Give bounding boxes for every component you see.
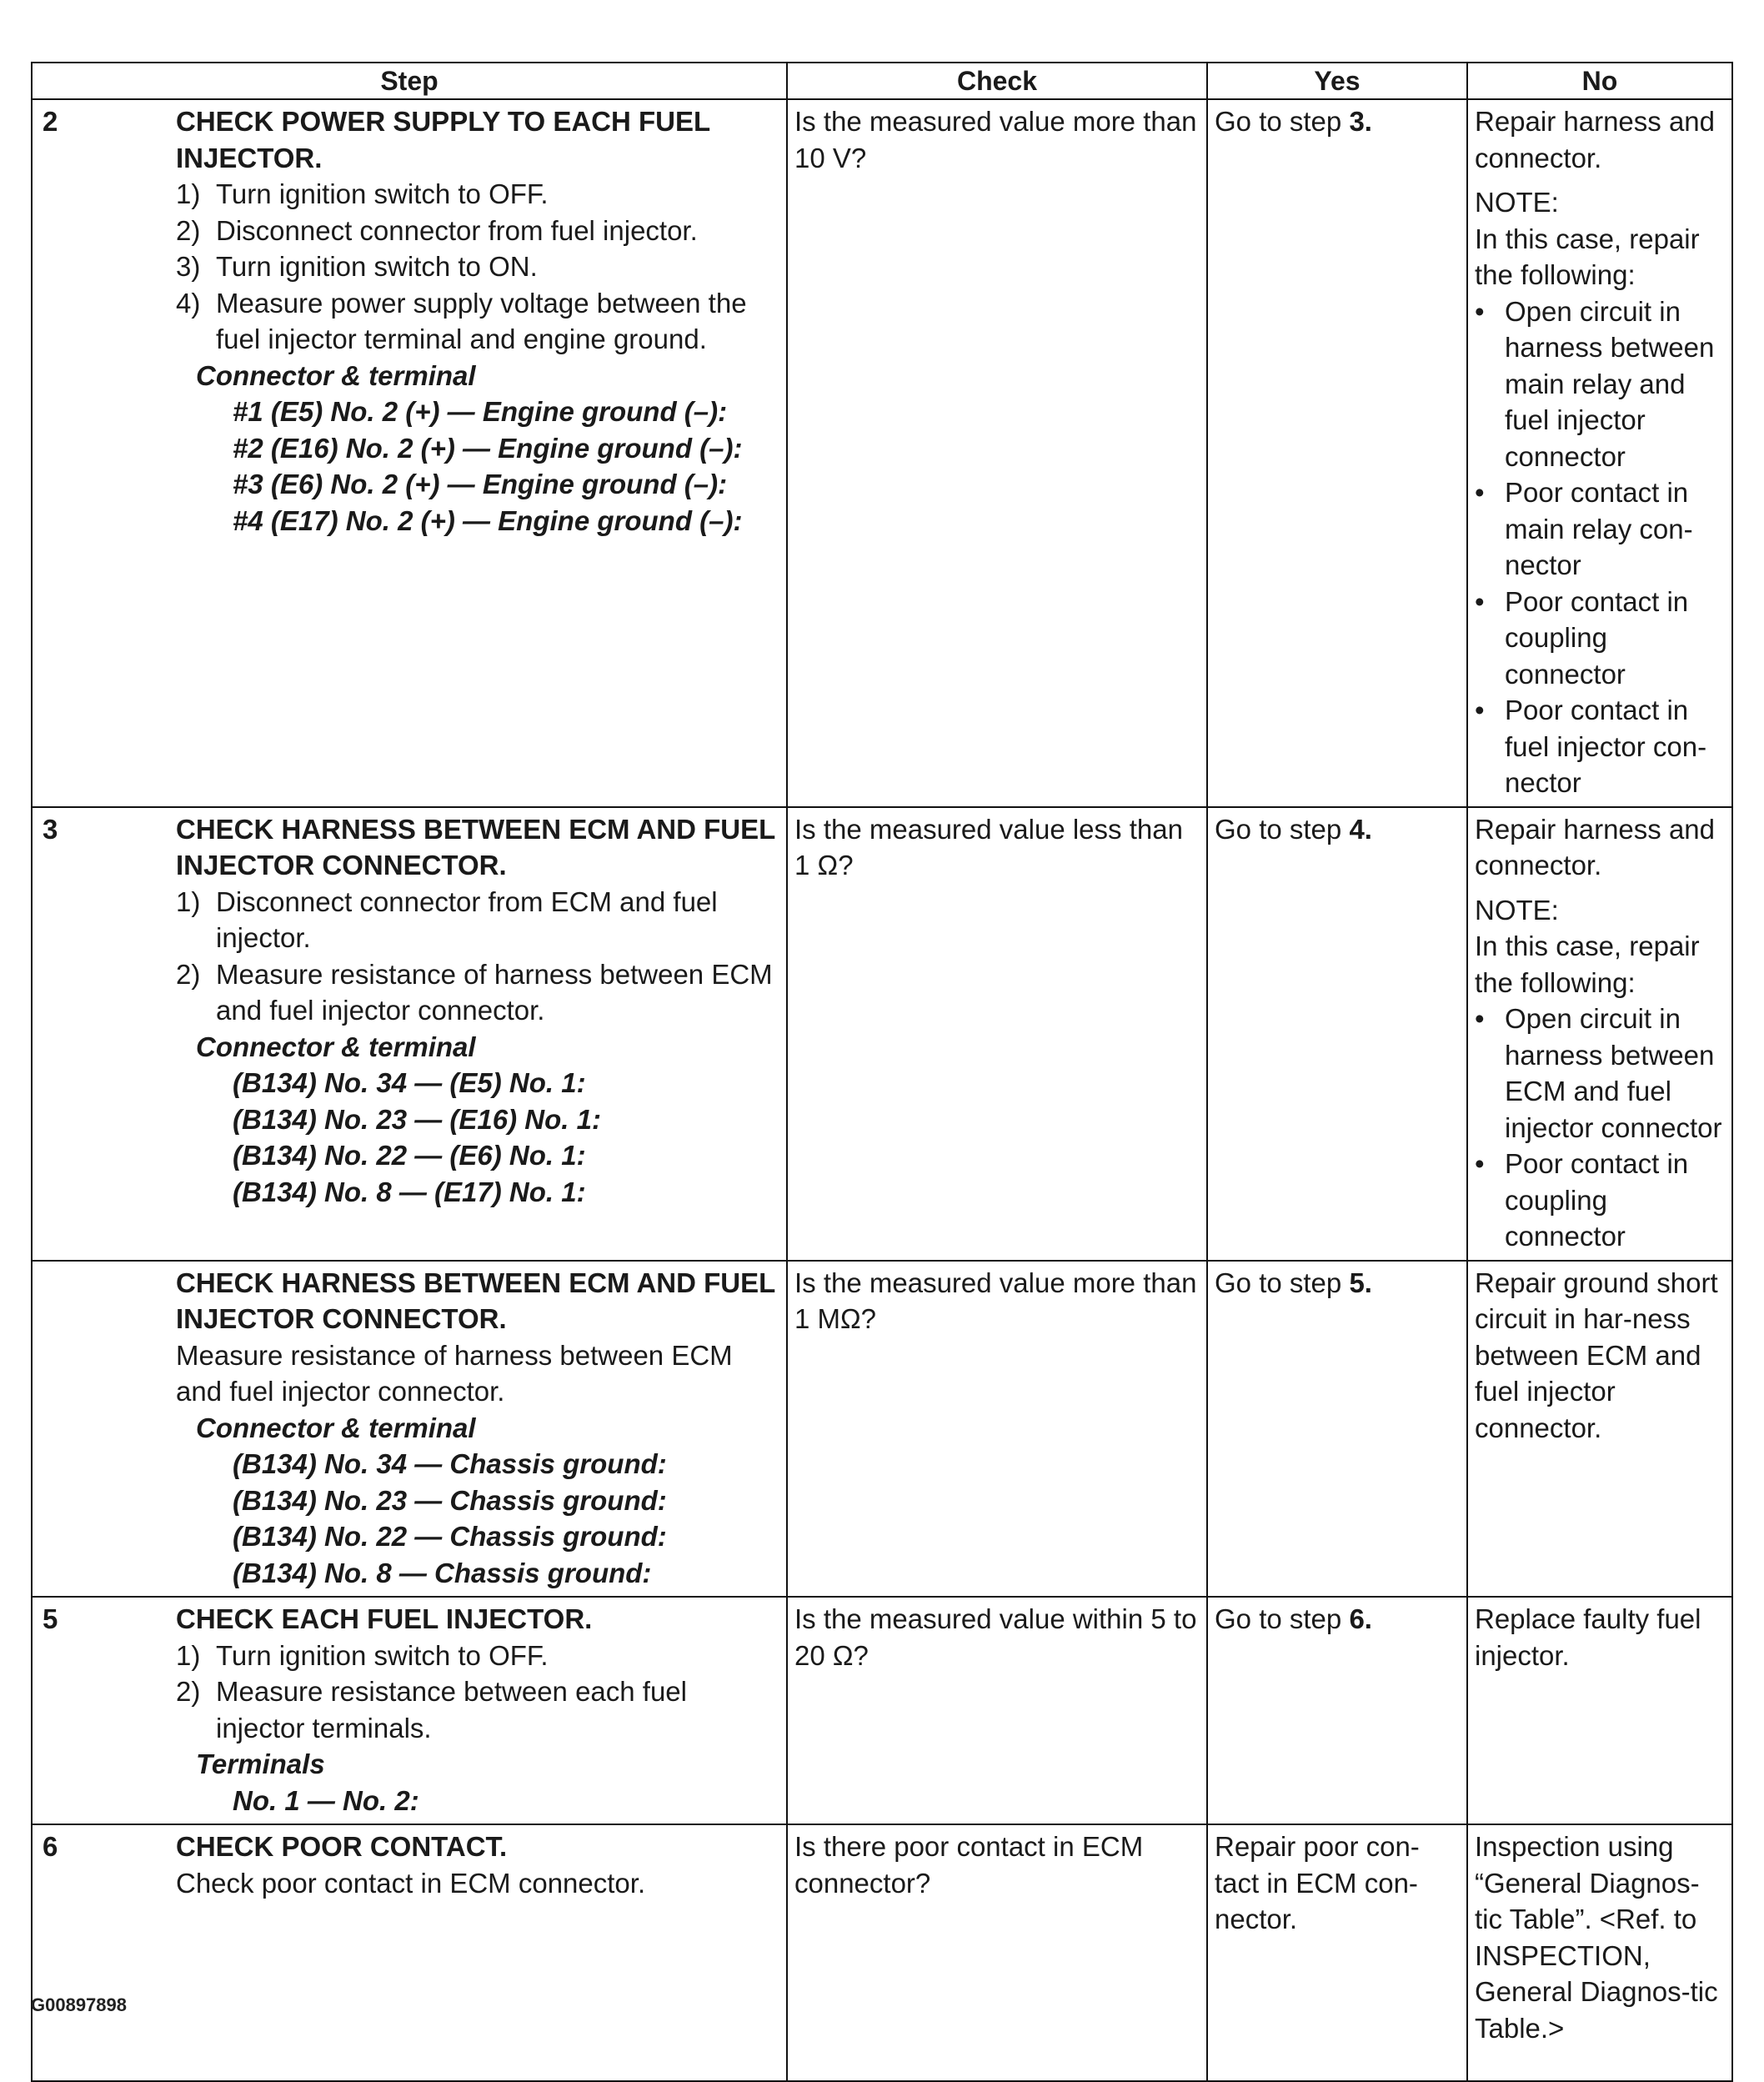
column-header-yes: Yes (1207, 63, 1467, 99)
step-content (39, 103, 779, 539)
step-title: CHECK POWER SUPPLY TO EACH FUEL INJECTOR. (176, 106, 710, 173)
yes-prefix: Go to step (1215, 1603, 1350, 1634)
no-cell (1467, 807, 1732, 1261)
no-cell (1467, 1597, 1732, 1824)
procedure-item-number: 4) (176, 287, 201, 319)
connector-terminal-line: #4 (E17) No. 2 (+) — Engine ground (–): (233, 504, 743, 536)
procedure-item-number: 1) (176, 1639, 201, 1671)
no-bullet-text: Poor contact in coupling connector (1505, 1148, 1689, 1252)
connector-terminal-line: #2 (E16) No. 2 (+) — Engine ground (–): (233, 432, 743, 464)
no-bullet-text: Open circuit in harness between ECM and fuel injector connector (1505, 1003, 1722, 1143)
table-row (32, 99, 1732, 807)
yes-step-ref: 4. (1349, 813, 1372, 845)
column-header-step: Step (32, 63, 787, 99)
yes-cell (1207, 1261, 1467, 1598)
no-bullet-item (1475, 692, 1725, 801)
procedure-item-number: 2) (176, 958, 201, 990)
procedure-item (176, 285, 779, 358)
check-cell: Is the measured value less than 1 Ω? (787, 807, 1207, 1261)
yes-cell (1207, 1597, 1467, 1824)
connector-terminal-line: (B134) No. 34 — (E5) No. 1: (233, 1067, 586, 1098)
procedure-item-text: Turn ignition switch to OFF. (216, 178, 549, 209)
step-number: 5 (43, 1603, 58, 1634)
procedure-text: Measure resistance of harness between ECM and fuel injector connector. (176, 1339, 733, 1407)
yes-step-ref: 6. (1349, 1603, 1372, 1634)
bullet-icon: • (1475, 1148, 1485, 1179)
step-title: CHECK HARNESS BETWEEN ECM AND FUEL INJECTOR CONNECTOR. (176, 813, 775, 880)
no-note-text: In this case, repair the following: (1475, 223, 1700, 290)
connector-terminal-label: Connector & terminal (196, 1412, 476, 1443)
procedure-item (176, 1638, 779, 1674)
table-body (32, 99, 1732, 2081)
no-cell (1467, 99, 1732, 807)
no-text: Inspection using “General Diagnos-tic Table”. <Ref. to INSPECTION, General Diagnos-tic Table.> (1475, 1831, 1718, 2044)
step-title: CHECK POOR CONTACT. (176, 1831, 508, 1862)
check-cell: Is the measured value within 5 to 20 Ω? (787, 1597, 1207, 1824)
no-text: Repair harness and connector. (1475, 106, 1716, 173)
bullet-icon: • (1475, 585, 1485, 617)
yes-prefix: Go to step (1215, 1267, 1350, 1298)
no-bullet-item (1475, 1146, 1725, 1255)
table-row (32, 1261, 1732, 1598)
yes-prefix: Go to step (1215, 106, 1350, 137)
yes-step-ref: 3. (1349, 106, 1372, 137)
no-text: Repair ground short circuit in har-ness between ECM and fuel injector connector. (1475, 1267, 1718, 1443)
connector-terminal-line: (B134) No. 8 — Chassis ground: (233, 1557, 652, 1588)
procedure-item (176, 176, 779, 213)
diagnostic-procedure-sheet (31, 62, 1731, 2082)
step-body (176, 811, 779, 1211)
step-number: 3 (43, 813, 58, 845)
step-content (39, 1265, 779, 1592)
procedure-item-text: Disconnect connector from ECM and fuel injector. (216, 885, 718, 953)
connector-terminal-line: (B134) No. 34 — Chassis ground: (233, 1448, 667, 1479)
no-bullet-item (1475, 584, 1725, 693)
yes-step-ref: 5. (1349, 1267, 1372, 1298)
procedure-item-text: Measure resistance between each fuel injector terminals. (216, 1676, 687, 1743)
no-bullet-item (1475, 1001, 1725, 1146)
step-content (39, 1829, 779, 1901)
bullet-icon: • (1475, 1003, 1485, 1034)
no-text: Replace faulty fuel injector. (1475, 1603, 1701, 1671)
check-cell: Is there poor contact in ECM connector? (787, 1824, 1207, 2081)
column-header-no: No (1467, 63, 1732, 99)
no-bullet-text: Open circuit in harness between main relay and fuel injector connector (1505, 295, 1715, 472)
connector-terminal-line: (B134) No. 8 — (E17) No. 1: (233, 1176, 586, 1207)
yes-prefix: Go to step (1215, 813, 1350, 845)
diagnostic-table (31, 62, 1733, 2082)
step-number: 6 (43, 1831, 58, 1862)
step-cell (32, 1597, 787, 1824)
step-number: 2 (43, 106, 58, 137)
connector-terminal-line: #3 (E6) No. 2 (+) — Engine ground (–): (233, 469, 728, 499)
table-row (32, 807, 1732, 1261)
no-cell (1467, 1824, 1732, 2081)
procedure-item-text: Turn ignition switch to OFF. (216, 1639, 549, 1671)
connector-terminal-line: (B134) No. 23 — (E16) No. 1: (233, 1103, 601, 1135)
procedure-item-number: 1) (176, 178, 201, 209)
connector-terminal-line: (B134) No. 22 — Chassis ground: (233, 1521, 667, 1552)
connector-terminal-line: (B134) No. 22 — (E6) No. 1: (233, 1140, 586, 1171)
bullet-icon: • (1475, 477, 1485, 508)
procedure-item-number: 2) (176, 1676, 201, 1707)
table-row (32, 1597, 1732, 1824)
no-bullet-text: Poor contact in main relay con-nector (1505, 477, 1693, 580)
procedure-text: Check poor contact in ECM connector. (176, 1867, 646, 1899)
procedure-item-text: Disconnect connector from fuel injector. (216, 214, 698, 246)
connector-terminal-label: Connector & terminal (196, 359, 476, 391)
no-note-label: NOTE: (1475, 187, 1559, 218)
no-bullet-text: Poor contact in coupling connector (1505, 585, 1689, 690)
figure-id: G00897898 (31, 1994, 127, 2015)
no-bullet-item (1475, 474, 1725, 584)
connector-terminal-label: Connector & terminal (196, 1031, 476, 1062)
no-bullet-text: Poor contact in fuel injector con-nector (1505, 695, 1707, 798)
procedure-item-text: Turn ignition switch to ON. (216, 251, 538, 282)
step-title: CHECK HARNESS BETWEEN ECM AND FUEL INJECTOR CONNECTOR. (176, 1267, 775, 1334)
check-cell: Is the measured value more than 1 MΩ? (787, 1261, 1207, 1598)
procedure-item-number: 2) (176, 214, 201, 246)
no-text: Repair harness and connector. (1475, 813, 1716, 880)
column-header-check: Check (787, 63, 1207, 99)
procedure-item (176, 213, 779, 249)
connector-terminal-line: (B134) No. 23 — Chassis ground: (233, 1484, 667, 1516)
step-cell (32, 807, 787, 1261)
step-number (39, 1265, 176, 1592)
table-header-row (32, 63, 1732, 99)
procedure-item-number: 1) (176, 885, 201, 917)
procedure-item-text: Measure power supply voltage between the fuel injector terminal and engine ground. (216, 287, 747, 354)
step-cell (32, 1261, 787, 1598)
step-body (176, 1829, 779, 1901)
step-body (176, 1265, 779, 1592)
procedure-item (176, 1673, 779, 1746)
procedure-item-text: Measure resistance of harness between ECM and fuel injector connector. (216, 958, 773, 1026)
step-body (176, 103, 779, 539)
no-cell (1467, 1261, 1732, 1598)
procedure-item (176, 248, 779, 285)
procedure-item (176, 956, 779, 1029)
yes-cell: Repair poor con-tact in ECM con-nector. (1207, 1824, 1467, 2081)
connector-terminal-line: #1 (E5) No. 2 (+) — Engine ground (–): (233, 396, 728, 427)
yes-cell (1207, 807, 1467, 1261)
connector-terminal-label: Terminals (196, 1748, 325, 1779)
procedure-item-number: 3) (176, 251, 201, 282)
bullet-icon: • (1475, 695, 1485, 725)
step-content (39, 811, 779, 1211)
procedure-item (176, 884, 779, 956)
step-title: CHECK EACH FUEL INJECTOR. (176, 1603, 593, 1634)
bullet-icon: • (1475, 295, 1485, 327)
connector-terminal-line: No. 1 — No. 2: (233, 1784, 419, 1816)
step-cell (32, 1824, 787, 2081)
table-row (32, 1824, 1732, 2081)
step-content (39, 1601, 779, 1819)
step-cell (32, 99, 787, 807)
no-note-label: NOTE: (1475, 894, 1559, 926)
yes-cell (1207, 99, 1467, 807)
no-note-text: In this case, repair the following: (1475, 931, 1700, 998)
step-body (176, 1601, 779, 1819)
no-bullet-item (1475, 293, 1725, 475)
check-cell: Is the measured value more than 10 V? (787, 99, 1207, 807)
